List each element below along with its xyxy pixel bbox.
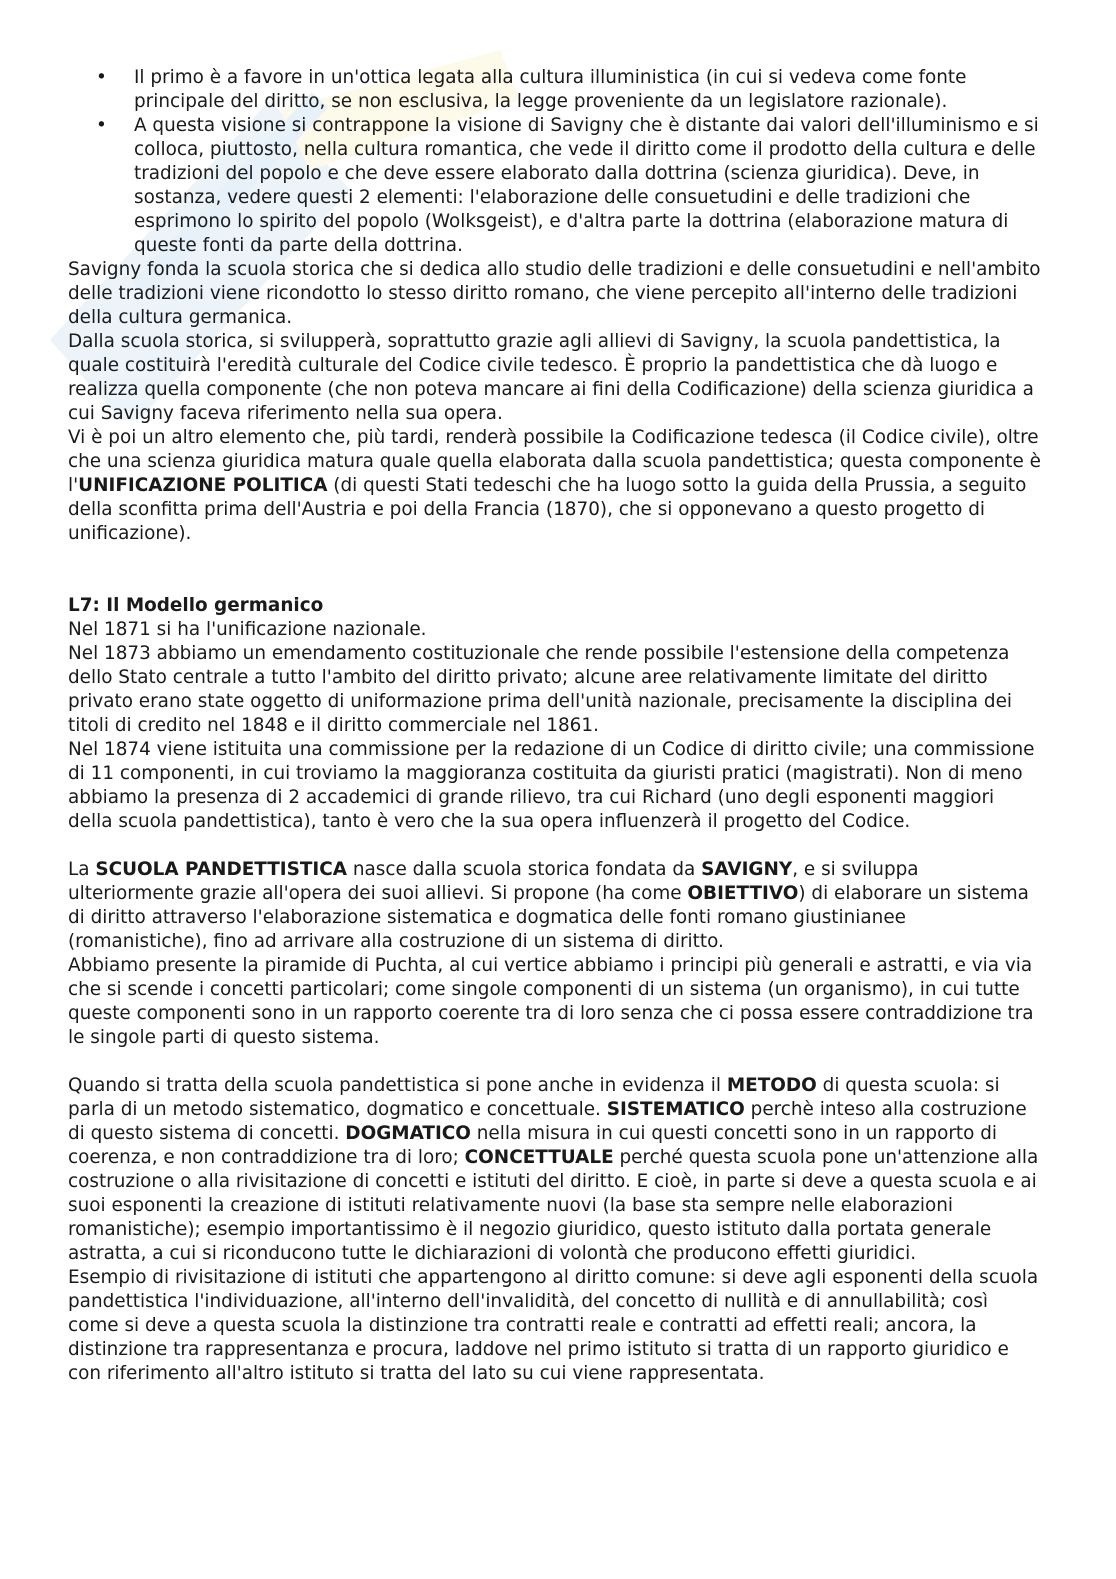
paragraph-metodo: Quando si tratta della scuola pandettistica si pone anche in evidenza il METODO di questa scuola: si parla di un metodo sistematico, dogmatico e concettuale. SISTEMATICO perchè inteso alla costruzione di questo sistema di concetti. DOGMATICO nella misura in cui questi concetti sono in un rapporto di coerenza, e non contraddizione tra di loro; CONCETTUALE perché questa scuola pone un'attenzione alla costruzione o alla rivisitazione di concetti e istituti del diritto. E cioè, in parte si deve a questa scuola e ai suoi esponenti la creazione di istituti relativamente nuovi (la base sta sempre nelle elaborazioni romanistiche); esempio importantissimo è il negozio giuridico, questo istituto dalla portata generale astratta, a cui si riconducono tutte le dichiarazioni di volontà che producono effetti giuridici. [68,1075,1039,1264]
paragraph-scuola-pandettistica: La SCUOLA PANDETTISTICA nasce dalla scuola storica fondata da SAVIGNY, e si sviluppa ulteriormente grazie all'opera dei suoi allievi. Si propone (ha come OBIETTIVO) di elaborare un sistema di diritto attraverso l'elaborazione sistematica e dogmatica delle fonti romano giustinianee (romanistiche), fino ad arrivare alla costruzione di un sistema di diritto. [68,859,1029,952]
paragraph-savigny-scuola-storica: Savigny fonda la scuola storica che si dedica allo studio delle tradizioni e delle consuetudini e nell'ambito delle tradizioni viene ricondotto lo stesso diritto romano, che viene percepito all'interno delle tradizioni della cultura germanica. [68,259,1041,328]
paragraph-1874: Nel 1874 viene istituita una commissione per la redazione di un Codice di diritto civile; una commissione di 11 componenti, in cui troviamo la maggioranza costituita da giuristi pratici (magistrati). Non di meno abbiamo la presenza di 2 accademici di grande rilievo, tra cui Richard (uno degli esponenti maggiori della scuola pandettistica), tanto è vero che la sua opera influenzerà il progetto del Codice. [68,739,1035,832]
paragraph-1871: Nel 1871 si ha l'unificazione nazionale. [68,619,427,640]
paragraph-piramide-puchta: Abbiamo presente la piramide di Puchta, al cui vertice abbiamo i principi più generali e astratti, e via via che si scende i concetti particolari; come singole componenti di un sistema (un organismo), in cui tutte queste componenti sono in un rapporto coerente tra di loro senza che ci possa essere contraddizione tra le singole parti di questo sistema. [68,955,1034,1048]
paragraph-rivisitazione-istituti: Esempio di rivisitazione di istituti che appartengono al diritto comune: si deve agli esponenti della scuola pandettistica l'individuazione, all'interno dell'invalidità, del concetto di nullità e di annullabilità; così come si deve a questa scuola la distinzione tra contratti reale e contratti ad effetti reali; ancora, la distinzione tra rappresentanza e procura, laddove nel primo istituto si tratta di un rapporto giuridico e con riferimento all'altro istituto si tratta del lato su cui viene rappresentata. [68,1267,1039,1384]
document-body [68,66,1043,1386]
bullet-list [68,66,1043,258]
paragraph-pandettistica-origini: Dalla scuola storica, si svilupperà, soprattutto grazie agli allievi di Savigny, la scuola pandettistica, la quale costituirà l'eredità culturale del Codice civile tedesco. È proprio la pandettistica che dà luogo e realizza quella componente (che non poteva mancare ai fini della Codificazione) della scienza giuridica a cui Savigny faceva riferimento nella sua opera. [68,331,1034,424]
section-heading: L7: Il Modello germanico [68,595,324,616]
list-item: • Il primo è a favore in un'ottica legata alla cultura illuministica (in cui si vedeva come fonte principale del diritto, se non esclusiva, la legge proveniente da un legislatore razionale). [68,66,1043,114]
paragraph-1873: Nel 1873 abbiamo un emendamento costituzionale che rende possibile l'estensione della competenza dello Stato centrale a tutto l'ambito del diritto privato; alcune aree relativamente limitate del diritto privato erano state oggetto di uniformazione prima dell'unità nazionale, precisamente la disciplina dei titoli di credito nel 1848 e il diritto commerciale nel 1861. [68,643,1013,736]
list-item: • A questa visione si contrappone la visione di Savigny che è distante dai valori dell'illuminismo e si colloca, piuttosto, nella cultura romantica, che vede il diritto come il prodotto della cultura e delle tradizioni del popolo e che deve essere elaborato dalla dottrina (scienza giuridica). Deve, in sostanza, vedere questi 2 elementi: l'elaborazione delle consuetudini e delle tradizioni che esprimono lo spirito del popolo (Wolksgeist), e d'altra parte la dottrina (elaborazione matura di queste fonti da parte della dottrina. [68,114,1043,258]
paragraph-unificazione-politica: Vi è poi un altro elemento che, più tardi, renderà possibile la Codificazione tedesca (il Codice civile), oltre che una scienza giuridica matura quale quella elaborata dalla scuola pandettistica; questa componente è l'UNIFICAZIONE POLITICA (di questi Stati tedeschi che ha luogo sotto la guida della Prussia, a seguito della sconfitta prima dell'Austria e poi della Francia (1870), che si opponevano a questo progetto di unificazione). [68,427,1041,544]
